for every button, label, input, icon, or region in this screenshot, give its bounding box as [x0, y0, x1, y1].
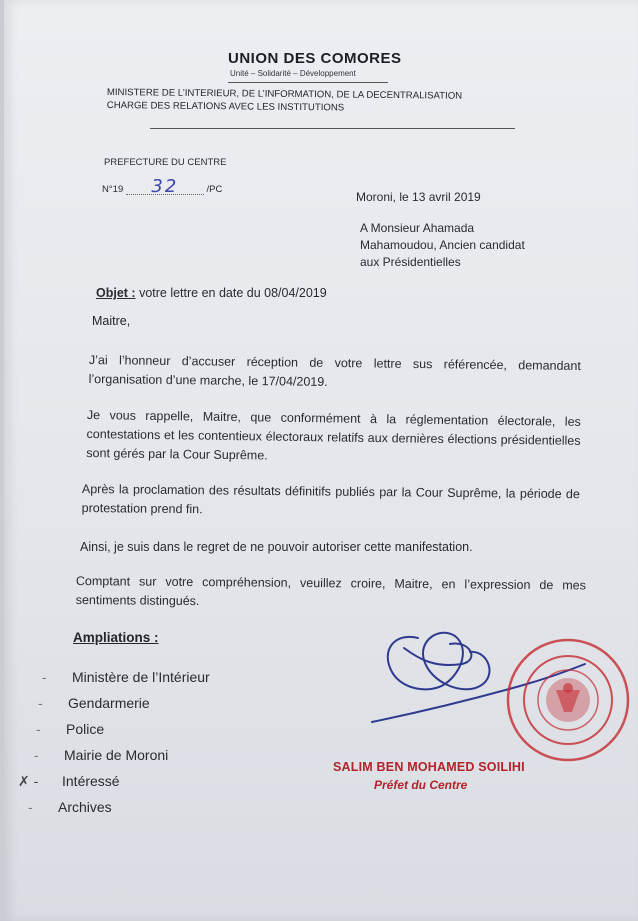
list-bullet: -: [28, 799, 33, 815]
list-bullet: -: [36, 721, 41, 737]
country-title: UNION DES COMORES: [228, 50, 402, 67]
list-bullet: -: [34, 747, 39, 763]
recipient-line-2: Mahamoudou, Ancien candidat: [360, 238, 525, 252]
body-paragraph-3: Après la proclamation des résultats définitifs publiés par la Cour Suprême, la période de protestation prend fin.: [81, 481, 580, 517]
list-bullet: -: [42, 669, 47, 685]
recipient-line-1: A Monsieur Ahamada: [360, 221, 475, 235]
country-motto: Unité – Solidarité – Développement: [230, 69, 356, 78]
list-item-label: Ministère de l’Intérieur: [72, 669, 210, 685]
list-item-label: Archives: [58, 799, 112, 815]
signer-name: SALIM BEN MOHAMED SOILIHI: [333, 760, 525, 774]
list-item-label: Gendarmerie: [68, 695, 150, 711]
date-line: Moroni, le 13 avril 2019: [356, 190, 481, 204]
closing-paragraph: Comptant sur votre compréhension, veuillez croire, Maitre, en l’expression de mes sentiments distingués.: [75, 573, 586, 609]
prefecture-stamp: [508, 640, 628, 760]
reference-suffix: /PC: [206, 184, 223, 195]
recipient-line-3: aux Présidentielles: [360, 255, 461, 269]
salutation: Maitre,: [92, 314, 131, 328]
body-paragraph-4: Ainsi, je suis dans le regret de ne pouvoir autoriser cette manifestation.: [80, 540, 473, 554]
list-item-label: Intéressé: [62, 773, 120, 789]
subject-label: Objet :: [96, 286, 136, 300]
subject-text: votre lettre en date du 08/04/2019: [135, 286, 327, 300]
ampliations-title: Ampliations :: [73, 630, 159, 645]
body-paragraph-1: J’ai l’honneur d’accuser réception de votre lettre sus référencée, demandant l’organisation d’une marche, le 17/04/2019.: [88, 352, 581, 389]
list-bullet-handwritten: ✗ -: [18, 773, 39, 789]
reference-handwritten-number: 32: [126, 180, 204, 195]
ministry-line-2: CHARGE DES RELATIONS AVEC LES INSTITUTIONS: [106, 99, 345, 114]
list-item-label: Police: [66, 721, 105, 737]
signer-title: Préfet du Centre: [374, 778, 468, 792]
list-item-label: Mairie de Moroni: [64, 747, 169, 763]
prefecture-label: PREFECTURE DU CENTRE: [104, 157, 227, 168]
list-bullet: -: [38, 695, 43, 711]
body-paragraph-2: Je vous rappelle, Maitre, que conformément à la réglementation électorale, les contestations et les contentieux électoraux relatifs aux dernières élections présidentielles sont gérés par la Cour Suprême.: [86, 407, 581, 463]
ministry-line-1: MINISTERE DE L’INTERIEUR, DE L’INFORMATION, DE LA DECENTRALISATION: [106, 86, 463, 102]
reference-prefix: N°19: [102, 184, 124, 195]
